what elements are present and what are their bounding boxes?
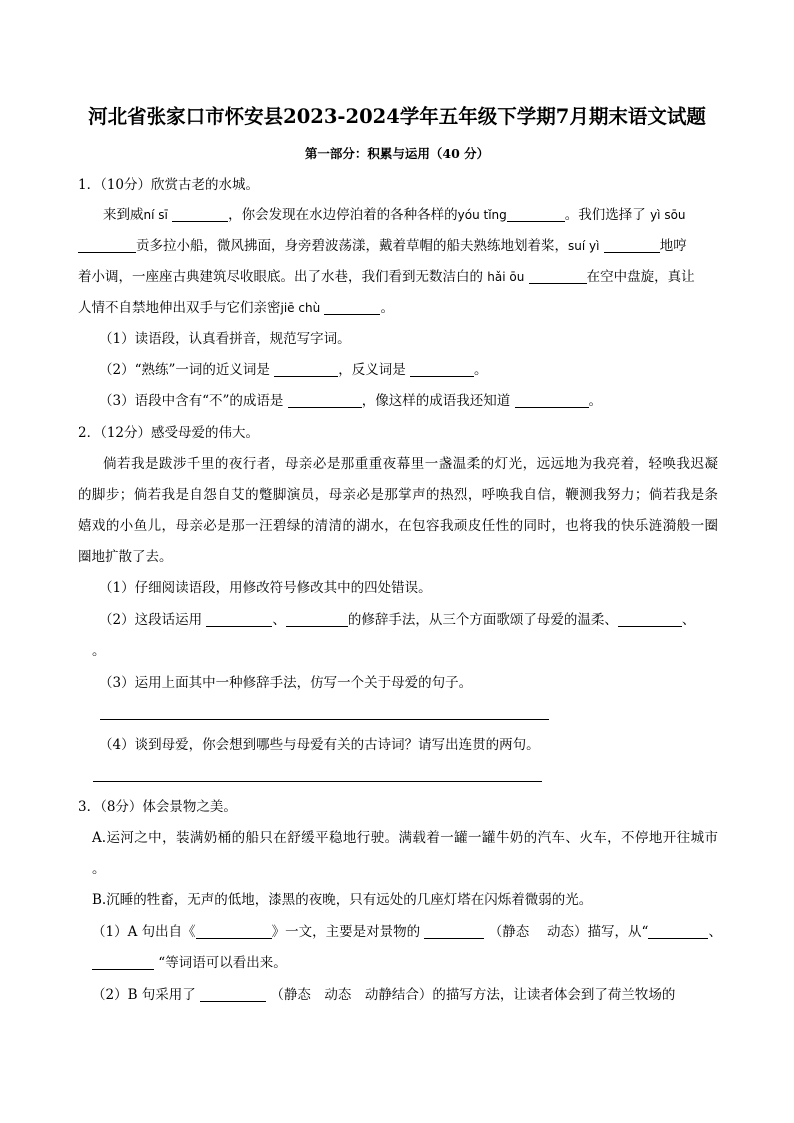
q1-passage-line-1 (103, 205, 718, 225)
q3-sub-1-cont (92, 953, 287, 973)
q3-sub-1 (92, 922, 722, 942)
text: 》一文，主要是对景物的 (271, 924, 421, 940)
q3-sentence-b: B.沉睡的牲畜，无声的低地，漆黑的夜晚，只有远处的几座灯塔在闪烁着微弱的光。 (92, 892, 593, 908)
text: 人情不自禁地伸出双手与它们亲密 (78, 300, 281, 316)
answer-blank[interactable] (515, 393, 589, 408)
q2-sub-3: （3）运用上面其中一种修辞手法，仿写一个关于母爱的句子。 (99, 675, 473, 691)
q2-passage-line-1: 倘若我是跋涉千里的夜行者，母亲必是那重重夜幕里一盏温柔的灯光，远远地为我亮着，轻唤我迟凝 (103, 456, 718, 472)
text: 。 (380, 300, 394, 316)
text: ，你会发现在水边停泊着的各种各样的 (228, 207, 458, 223)
answer-line[interactable] (100, 719, 549, 720)
q2-passage-line-2: 的脚步；倘若我是自怨自艾的蹩脚演员，母亲必是那掌声的热烈，呼唤我自信，鞭测我努力；倘若我是条 (78, 487, 718, 503)
q2-sub-2 (99, 610, 695, 630)
text: 在空中盘旋，真让 (586, 269, 695, 285)
text: 地哼 (659, 238, 687, 254)
answer-blank[interactable] (604, 238, 660, 253)
answer-blank[interactable] (618, 612, 682, 627)
text: ，反义词是 (338, 362, 406, 378)
text: （静态 动态 动静结合）的描写方法，让读者体会到了荷兰牧场的 (270, 987, 676, 1003)
text: （2）B 句采用了 (92, 987, 196, 1003)
q2-sub-1: （1）仔细阅读语段，用修改符号修改其中的四处错误。 (99, 580, 432, 596)
q1-passage-line-2 (78, 236, 687, 256)
pinyin-6: jiē chù (280, 301, 321, 315)
answer-blank[interactable] (274, 362, 338, 377)
text: （静态 动态）描写，从“ (488, 924, 649, 940)
answer-blank[interactable] (410, 362, 474, 377)
answer-blank[interactable] (200, 987, 266, 1002)
text: 、 (708, 924, 722, 940)
answer-blank[interactable] (206, 612, 272, 627)
text: 贡多拉小船，微风拂面，身旁碧波荡漾，戴着草帽的船夫熟练地划着桨， (136, 238, 568, 254)
q1-sub-1: （1）读语段，认真看拼音，规范写字词。 (99, 331, 351, 347)
answer-blank[interactable] (424, 924, 484, 939)
text: 。 (474, 362, 488, 378)
text: 。 (588, 393, 602, 409)
q3-heading: 3．（8分）体会景物之美。 (78, 799, 237, 815)
text: （1）A 句出自《 (92, 924, 196, 940)
pinyin-1: ní sī (143, 208, 168, 222)
answer-blank[interactable] (172, 207, 228, 222)
q2-sub-2-cont (92, 641, 106, 661)
text: 。 (92, 643, 106, 659)
pinyin-2: yóu tǐng (457, 208, 507, 222)
answer-blank[interactable] (529, 269, 587, 284)
q1-sub-3 (99, 391, 602, 411)
text: 来到威 (103, 207, 144, 223)
text: （2）“熟练”一词的近义词是 (99, 362, 270, 378)
answer-blank[interactable] (196, 924, 272, 939)
q2-heading: 2．（12分）感受母爱的伟大。 (78, 425, 260, 441)
answer-line[interactable] (93, 781, 542, 782)
q2-sub-4: （4）谈到母爱，你会想到哪些与母爱有关的古诗词？请写出连贯的两句。 (99, 737, 540, 753)
q1-passage-line-4 (78, 298, 394, 318)
text: 的修辞手法，从三个方面歌颂了母爱的温柔、 (347, 612, 618, 628)
answer-blank[interactable] (286, 612, 348, 627)
text: 。我们选择了 (564, 207, 646, 223)
exam-title: 河北省张家口市怀安县2023-2024学年五年级下学期7月期末语文试题 (88, 105, 706, 128)
q2-passage-line-4: 圈地扩散了去。 (78, 549, 173, 565)
pinyin-5: hǎi ōu (487, 270, 525, 284)
q1-sub-2 (99, 360, 488, 380)
text: ，像这样的成语我还知道 (361, 393, 511, 409)
text: 、 (681, 612, 696, 628)
pinyin-3: yì sōu (650, 208, 686, 222)
answer-blank[interactable] (78, 238, 136, 253)
text: 着小调，一座座古典建筑尽收眼底。出了水巷，我们看到无数洁白的 (78, 269, 483, 285)
q3-sentence-a: A.运河之中，装满奶桶的船只在舒缓平稳地行驶。满载着一罐一罐牛奶的汽车、火车，不停地开往城市 (92, 830, 718, 846)
section-heading: 第一部分：积累与运用（40 分） (304, 146, 490, 161)
q1-heading: 1．（10分）欣赏古老的水城。 (78, 177, 260, 193)
answer-blank[interactable] (324, 300, 380, 315)
answer-blank[interactable] (507, 207, 565, 222)
q3-sentence-a-cont: 。 (92, 861, 106, 877)
q2-passage-line-3: 嬉戏的小鱼儿，母亲必是那一汪碧绿的清清的湖水，在包容我顽皮任性的同时，也将我的快乐涟漪般一圈 (78, 518, 718, 534)
text: “等词语可以看出来。 (158, 955, 287, 971)
answer-blank[interactable] (648, 924, 708, 939)
answer-blank[interactable] (288, 393, 362, 408)
text: （2）这段话运用 (99, 612, 203, 628)
answer-blank[interactable] (92, 955, 154, 970)
q3-sub-2 (92, 985, 675, 1005)
q1-passage-line-3 (78, 267, 695, 287)
pinyin-4: suí yì (568, 239, 600, 253)
text: （3）语段中含有“不”的成语是 (99, 393, 284, 409)
text: 、 (272, 612, 286, 628)
